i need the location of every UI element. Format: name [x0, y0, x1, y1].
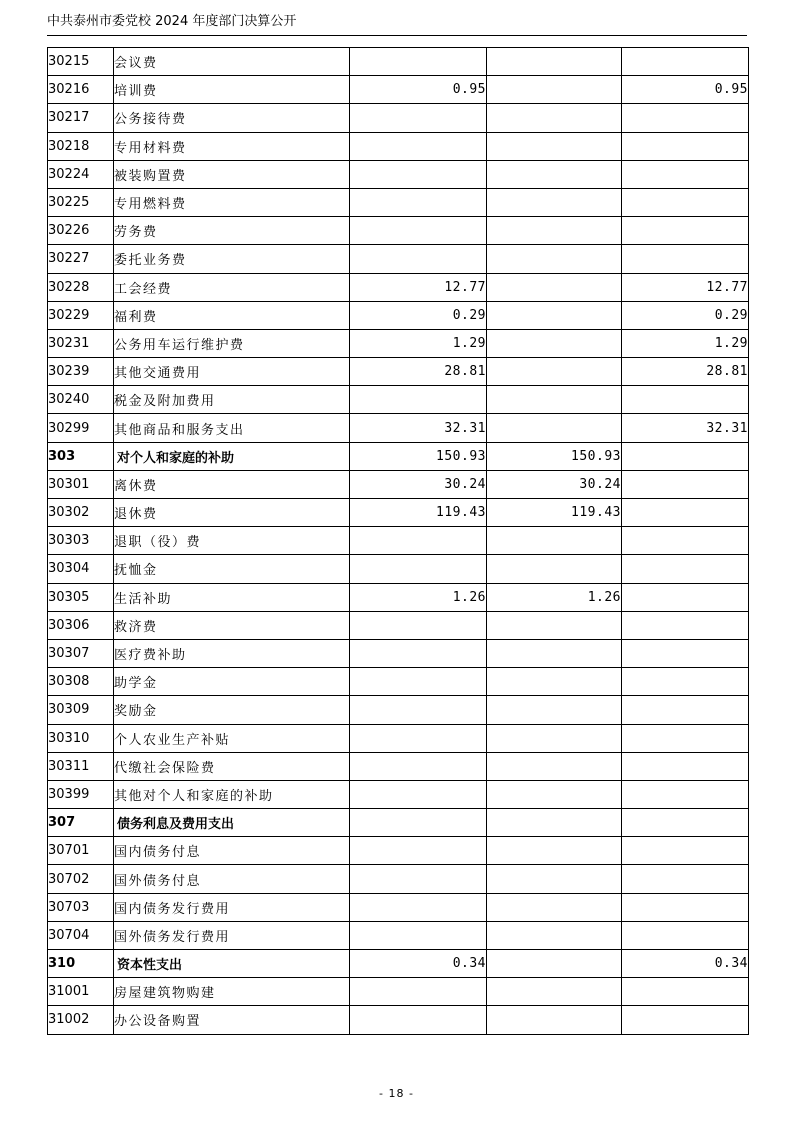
table-row	[48, 611, 749, 639]
page-number: - 18 -	[379, 1087, 414, 1100]
expenditure-table	[47, 47, 749, 1035]
cell-code: 30299	[48, 414, 114, 442]
cell-project: 0.95	[622, 76, 749, 104]
cell-name: 其他交通费用	[114, 358, 350, 386]
cell-name: 奖励金	[114, 696, 350, 724]
table-row	[48, 414, 749, 442]
cell-basic	[487, 724, 622, 752]
table-row	[48, 132, 749, 160]
cell-basic	[487, 978, 622, 1006]
cell-project	[622, 160, 749, 188]
cell-project: 0.29	[622, 301, 749, 329]
cell-basic	[487, 527, 622, 555]
cell-total: 32.31	[350, 414, 487, 442]
cell-code: 30703	[48, 893, 114, 921]
table-row	[48, 752, 749, 780]
cell-project	[622, 188, 749, 216]
table-row	[48, 386, 749, 414]
cell-name: 个人农业生产补贴	[114, 724, 350, 752]
cell-code: 31001	[48, 978, 114, 1006]
cell-basic	[487, 611, 622, 639]
table-group-row	[48, 950, 749, 978]
cell-project	[622, 470, 749, 498]
table-row	[48, 76, 749, 104]
cell-code: 303	[48, 442, 114, 470]
table-row	[48, 780, 749, 808]
cell-total	[350, 724, 487, 752]
cell-total	[350, 188, 487, 216]
cell-total: 12.77	[350, 273, 487, 301]
cell-basic	[487, 160, 622, 188]
cell-project	[622, 611, 749, 639]
table-row	[48, 358, 749, 386]
cell-code: 30215	[48, 48, 114, 76]
table-group-row	[48, 809, 749, 837]
table-row	[48, 301, 749, 329]
cell-total: 1.26	[350, 583, 487, 611]
cell-basic	[487, 245, 622, 273]
cell-total	[350, 555, 487, 583]
table-body	[48, 48, 749, 1035]
cell-code: 30229	[48, 301, 114, 329]
cell-project	[622, 668, 749, 696]
cell-code: 30227	[48, 245, 114, 273]
cell-name: 福利费	[114, 301, 350, 329]
cell-name: 其他对个人和家庭的补助	[114, 780, 350, 808]
page-header-title: 中共泰州市委党校 2024 年度部门决算公开	[47, 14, 297, 29]
cell-project	[622, 809, 749, 837]
cell-total: 0.95	[350, 76, 487, 104]
cell-project: 12.77	[622, 273, 749, 301]
cell-name: 代缴社会保险费	[114, 752, 350, 780]
cell-project	[622, 217, 749, 245]
cell-total: 0.29	[350, 301, 487, 329]
cell-code: 30301	[48, 470, 114, 498]
cell-total	[350, 245, 487, 273]
cell-name: 抚恤金	[114, 555, 350, 583]
cell-project: 28.81	[622, 358, 749, 386]
cell-code: 30231	[48, 329, 114, 357]
cell-name: 助学金	[114, 668, 350, 696]
cell-project	[622, 978, 749, 1006]
cell-basic	[487, 555, 622, 583]
cell-code: 30308	[48, 668, 114, 696]
table-row	[48, 921, 749, 949]
cell-basic	[487, 809, 622, 837]
cell-name: 生活补助	[114, 583, 350, 611]
cell-basic	[487, 696, 622, 724]
cell-code: 30306	[48, 611, 114, 639]
cell-basic	[487, 865, 622, 893]
cell-code: 30305	[48, 583, 114, 611]
cell-project	[622, 499, 749, 527]
cell-name: 被装购置费	[114, 160, 350, 188]
cell-project	[622, 752, 749, 780]
cell-project	[622, 132, 749, 160]
cell-total	[350, 668, 487, 696]
cell-project	[622, 442, 749, 470]
cell-project	[622, 245, 749, 273]
cell-project: 0.34	[622, 950, 749, 978]
table-row	[48, 724, 749, 752]
cell-name: 其他商品和服务支出	[114, 414, 350, 442]
cell-total	[350, 132, 487, 160]
cell-name: 税金及附加费用	[114, 386, 350, 414]
cell-code: 30225	[48, 188, 114, 216]
table-row	[48, 527, 749, 555]
table-group-row	[48, 442, 749, 470]
cell-total	[350, 611, 487, 639]
header-divider	[47, 35, 747, 36]
cell-total	[350, 48, 487, 76]
cell-total	[350, 160, 487, 188]
cell-code: 30309	[48, 696, 114, 724]
cell-code: 30224	[48, 160, 114, 188]
table-row	[48, 1006, 749, 1034]
cell-project	[622, 893, 749, 921]
table-row	[48, 978, 749, 1006]
cell-name: 公务接待费	[114, 104, 350, 132]
cell-code: 30216	[48, 76, 114, 104]
table-row	[48, 104, 749, 132]
cell-code: 30701	[48, 837, 114, 865]
cell-name: 救济费	[114, 611, 350, 639]
cell-project	[622, 696, 749, 724]
cell-basic	[487, 188, 622, 216]
cell-project	[622, 639, 749, 667]
cell-basic	[487, 386, 622, 414]
cell-basic	[487, 639, 622, 667]
table-row	[48, 499, 749, 527]
cell-basic: 1.26	[487, 583, 622, 611]
cell-code: 30218	[48, 132, 114, 160]
cell-code: 307	[48, 809, 114, 837]
cell-basic: 150.93	[487, 442, 622, 470]
cell-code: 30304	[48, 555, 114, 583]
cell-basic: 119.43	[487, 499, 622, 527]
cell-project: 1.29	[622, 329, 749, 357]
cell-project	[622, 921, 749, 949]
cell-basic	[487, 837, 622, 865]
cell-code: 30217	[48, 104, 114, 132]
cell-total	[350, 978, 487, 1006]
cell-name: 资本性支出	[114, 950, 350, 978]
cell-basic	[487, 301, 622, 329]
cell-basic	[487, 950, 622, 978]
cell-code: 30228	[48, 273, 114, 301]
table-row	[48, 273, 749, 301]
cell-code: 30704	[48, 921, 114, 949]
table-row	[48, 865, 749, 893]
cell-project	[622, 104, 749, 132]
cell-name: 退职（役）费	[114, 527, 350, 555]
cell-name: 国内债务发行费用	[114, 893, 350, 921]
table-row	[48, 329, 749, 357]
cell-total: 150.93	[350, 442, 487, 470]
cell-basic: 30.24	[487, 470, 622, 498]
table-row	[48, 893, 749, 921]
cell-total	[350, 696, 487, 724]
cell-project	[622, 837, 749, 865]
cell-code: 310	[48, 950, 114, 978]
cell-basic	[487, 780, 622, 808]
cell-basic	[487, 358, 622, 386]
cell-basic	[487, 76, 622, 104]
cell-basic	[487, 414, 622, 442]
table-row	[48, 583, 749, 611]
table-row	[48, 639, 749, 667]
cell-name: 工会经费	[114, 273, 350, 301]
cell-code: 30302	[48, 499, 114, 527]
cell-name: 国外债务付息	[114, 865, 350, 893]
cell-total	[350, 104, 487, 132]
cell-basic	[487, 48, 622, 76]
cell-code: 30702	[48, 865, 114, 893]
table-row	[48, 217, 749, 245]
cell-total	[350, 1006, 487, 1034]
cell-name: 房屋建筑物购建	[114, 978, 350, 1006]
cell-name: 公务用车运行维护费	[114, 329, 350, 357]
table-row	[48, 48, 749, 76]
cell-total	[350, 386, 487, 414]
cell-basic	[487, 1006, 622, 1034]
cell-code: 30240	[48, 386, 114, 414]
cell-basic	[487, 921, 622, 949]
cell-name: 会议费	[114, 48, 350, 76]
table-row	[48, 188, 749, 216]
cell-total	[350, 780, 487, 808]
cell-code: 31002	[48, 1006, 114, 1034]
cell-basic	[487, 668, 622, 696]
cell-total: 119.43	[350, 499, 487, 527]
cell-total: 0.34	[350, 950, 487, 978]
cell-total	[350, 639, 487, 667]
cell-name: 专用燃料费	[114, 188, 350, 216]
cell-project	[622, 1006, 749, 1034]
cell-project	[622, 865, 749, 893]
cell-basic	[487, 893, 622, 921]
cell-project	[622, 583, 749, 611]
table-row	[48, 696, 749, 724]
cell-project	[622, 555, 749, 583]
cell-project	[622, 724, 749, 752]
cell-name: 国内债务付息	[114, 837, 350, 865]
cell-name: 培训费	[114, 76, 350, 104]
cell-name: 债务利息及费用支出	[114, 809, 350, 837]
cell-project	[622, 386, 749, 414]
cell-name: 退休费	[114, 499, 350, 527]
cell-name: 国外债务发行费用	[114, 921, 350, 949]
cell-name: 医疗费补助	[114, 639, 350, 667]
cell-basic	[487, 273, 622, 301]
cell-name: 劳务费	[114, 217, 350, 245]
cell-total	[350, 809, 487, 837]
cell-total	[350, 752, 487, 780]
table-row	[48, 555, 749, 583]
table-row	[48, 837, 749, 865]
cell-total	[350, 217, 487, 245]
cell-name: 离休费	[114, 470, 350, 498]
cell-name: 委托业务费	[114, 245, 350, 273]
cell-total	[350, 893, 487, 921]
cell-project	[622, 527, 749, 555]
table-row	[48, 245, 749, 273]
cell-total: 30.24	[350, 470, 487, 498]
cell-name: 办公设备购置	[114, 1006, 350, 1034]
cell-code: 30310	[48, 724, 114, 752]
cell-project	[622, 780, 749, 808]
cell-total	[350, 921, 487, 949]
cell-total: 1.29	[350, 329, 487, 357]
cell-basic	[487, 104, 622, 132]
cell-code: 30239	[48, 358, 114, 386]
table-row	[48, 160, 749, 188]
cell-code: 30311	[48, 752, 114, 780]
cell-basic	[487, 329, 622, 357]
cell-code: 30307	[48, 639, 114, 667]
cell-code: 30226	[48, 217, 114, 245]
cell-code: 30399	[48, 780, 114, 808]
cell-total: 28.81	[350, 358, 487, 386]
cell-project: 32.31	[622, 414, 749, 442]
table-row	[48, 470, 749, 498]
cell-total	[350, 527, 487, 555]
cell-total	[350, 865, 487, 893]
cell-name: 专用材料费	[114, 132, 350, 160]
cell-project	[622, 48, 749, 76]
table-row	[48, 668, 749, 696]
cell-code: 30303	[48, 527, 114, 555]
cell-total	[350, 837, 487, 865]
cell-basic	[487, 752, 622, 780]
cell-basic	[487, 217, 622, 245]
cell-name: 对个人和家庭的补助	[114, 442, 350, 470]
cell-basic	[487, 132, 622, 160]
